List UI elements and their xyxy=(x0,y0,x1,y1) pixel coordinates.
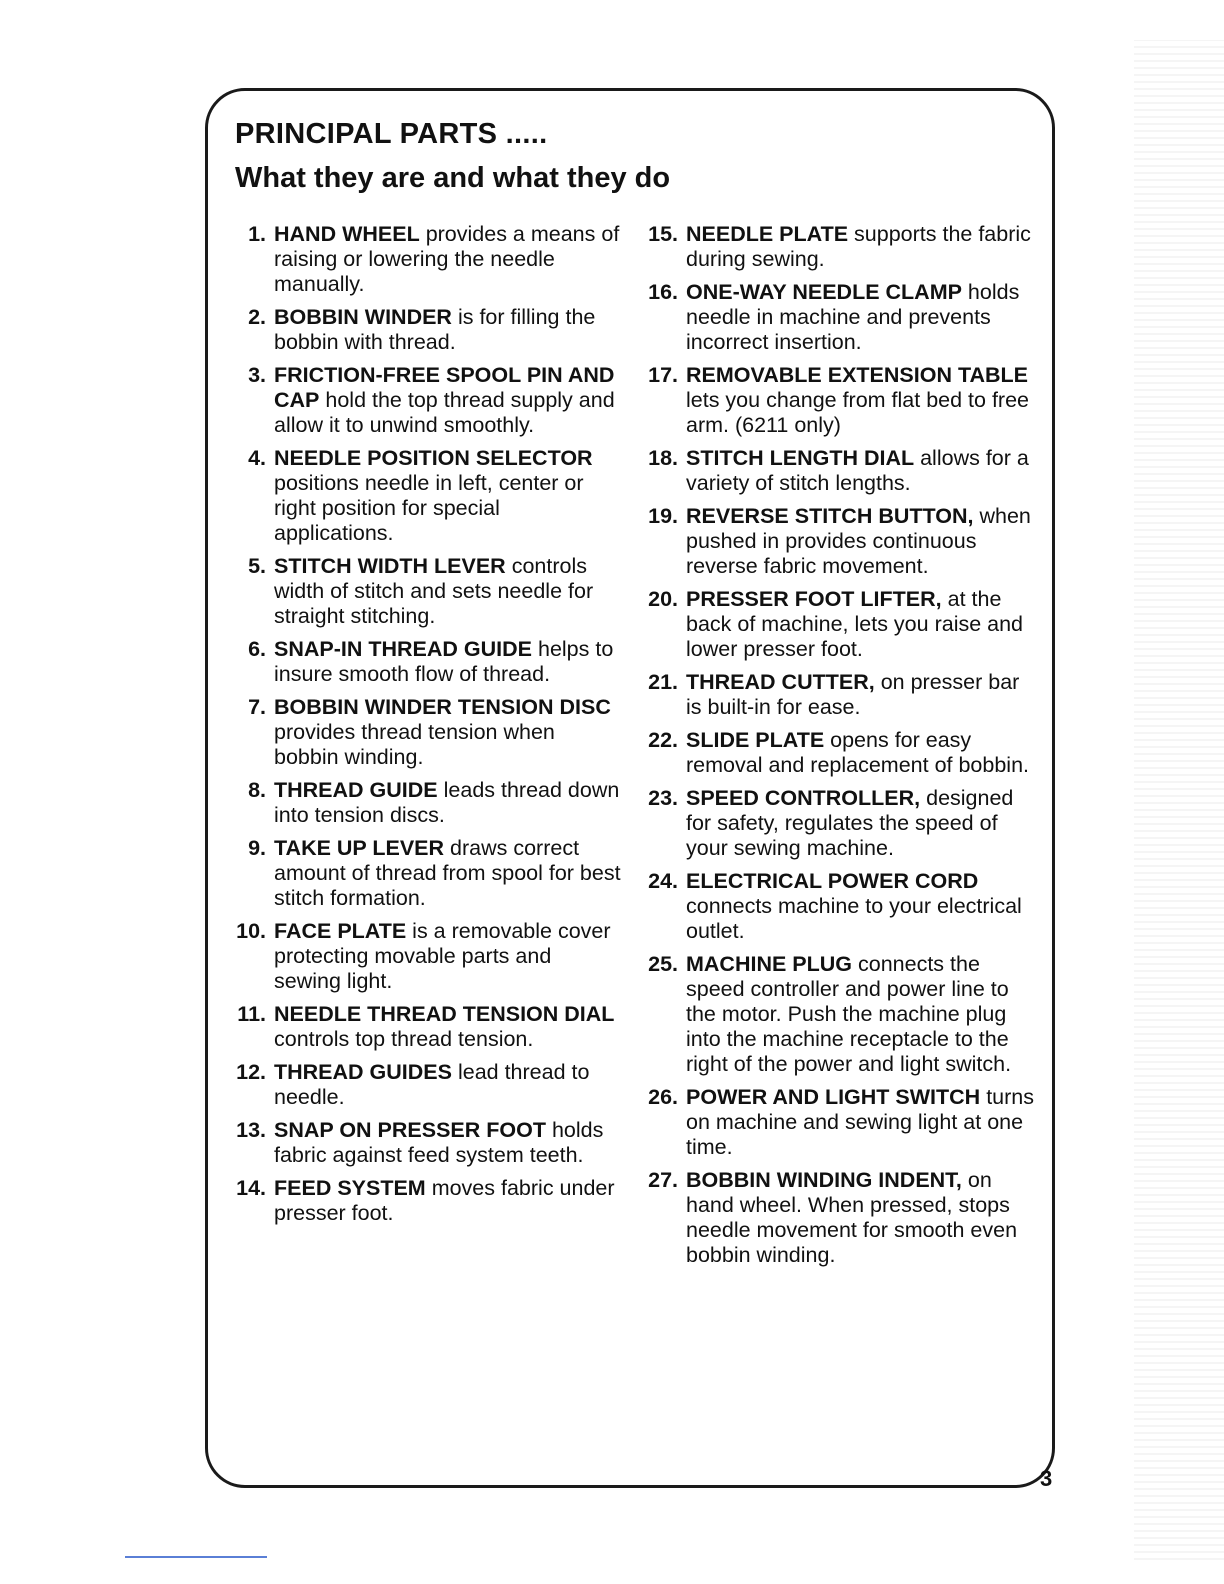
part-name: SNAP-IN THREAD GUIDE xyxy=(274,637,533,661)
part-name: BOBBIN WINDER xyxy=(274,305,452,329)
part-name: MACHINE PLUG xyxy=(686,952,853,976)
parts-list-item xyxy=(228,1118,623,1168)
page-title: PRINCIPAL PARTS ..... xyxy=(235,118,548,150)
part-name: BOBBIN WINDER TENSION DISC xyxy=(274,695,611,719)
part-name: PRESSER FOOT LIFTER, xyxy=(686,587,942,611)
part-name: TAKE UP LEVER xyxy=(274,836,445,860)
parts-list-item xyxy=(228,1176,623,1226)
part-description: leads thread down into tension discs. xyxy=(274,778,620,827)
part-name: FEED SYSTEM xyxy=(274,1176,426,1200)
part-description: on hand wheel. When pressed, stops needle movement for smooth even bobbin winding. xyxy=(686,1168,1018,1267)
parts-list-item xyxy=(640,504,1035,579)
item-number: 7. xyxy=(248,695,266,719)
item-number: 27. xyxy=(648,1168,678,1192)
part-name: NEEDLE THREAD TENSION DIAL xyxy=(274,1002,615,1026)
part-description: moves fabric under presser foot. xyxy=(274,1176,615,1225)
parts-list-item xyxy=(228,637,623,687)
parts-list-item xyxy=(640,670,1035,720)
part-name: POWER AND LIGHT SWITCH xyxy=(686,1085,981,1109)
item-number: 4. xyxy=(248,446,266,470)
parts-list-item xyxy=(640,363,1035,438)
part-name: FACE PLATE xyxy=(274,919,407,943)
footer-rule xyxy=(125,1556,267,1558)
item-number: 26. xyxy=(648,1085,678,1109)
part-description: lets you change from flat bed to free arm. (6211 only) xyxy=(686,388,1030,437)
parts-list-item xyxy=(640,587,1035,662)
item-number: 2. xyxy=(248,305,266,329)
part-description: holds fabric against feed system teeth. xyxy=(274,1118,604,1167)
part-name: ONE-WAY NEEDLE CLAMP xyxy=(686,280,962,304)
item-number: 5. xyxy=(248,554,266,578)
part-name: REMOVABLE EXTENSION TABLE xyxy=(686,363,1029,387)
part-name: SLIDE PLATE xyxy=(686,728,825,752)
part-description: positions needle in left, center or right position for special applications. xyxy=(274,471,584,545)
item-number: 20. xyxy=(648,587,678,611)
part-description: hold the top thread supply and allow it to unwind smoothly. xyxy=(274,388,615,437)
part-description: on presser bar is built-in for ease. xyxy=(686,670,1020,719)
item-number: 13. xyxy=(236,1118,266,1142)
part-description: draws correct amount of thread from spool for best stitch formation. xyxy=(274,836,621,910)
parts-list-item xyxy=(228,305,623,355)
scan-edge-texture xyxy=(1134,40,1224,1560)
parts-list-item xyxy=(640,222,1035,272)
part-description: helps to insure smooth flow of thread. xyxy=(274,637,614,686)
parts-list-item xyxy=(228,363,623,438)
parts-list-right-column xyxy=(640,222,1035,1276)
parts-list-item xyxy=(640,869,1035,944)
page-number: 3 xyxy=(1040,1466,1053,1491)
part-description: controls top thread tension. xyxy=(274,1027,534,1051)
parts-list-item xyxy=(640,786,1035,861)
item-number: 18. xyxy=(648,446,678,470)
part-description: is for filling the bobbin with thread. xyxy=(274,305,596,354)
part-name: NEEDLE POSITION SELECTOR xyxy=(274,446,593,470)
part-name: THREAD GUIDE xyxy=(274,778,438,802)
parts-list-item xyxy=(640,952,1035,1077)
part-description: designed for safety, regulates the speed of your sewing machine. xyxy=(686,786,1014,860)
part-name: STITCH WIDTH LEVER xyxy=(274,554,506,578)
part-name: REVERSE STITCH BUTTON, xyxy=(686,504,974,528)
page-subtitle: What they are and what they do xyxy=(235,162,671,194)
part-name: HAND WHEEL xyxy=(274,222,420,246)
item-number: 17. xyxy=(648,363,678,387)
parts-list-item xyxy=(640,1085,1035,1160)
parts-list-item xyxy=(228,919,623,994)
parts-list-item xyxy=(640,1168,1035,1268)
part-description: lead thread to needle. xyxy=(274,1060,590,1109)
part-name: THREAD GUIDES xyxy=(274,1060,452,1084)
parts-list-item xyxy=(228,778,623,828)
part-description: at the back of machine, lets you raise and lower presser foot. xyxy=(686,587,1024,661)
item-number: 16. xyxy=(648,280,678,304)
parts-list-item xyxy=(640,728,1035,778)
part-description: connects the speed controller and power line to the motor. Push the machine plug into the machine receptacle to the right of the power and light switch. xyxy=(686,952,1012,1076)
part-name: STITCH LENGTH DIAL xyxy=(686,446,915,470)
part-description: turns on machine and sewing light at one time. xyxy=(686,1085,1034,1159)
part-description: provides a means of raising or lowering the needle manually. xyxy=(274,222,620,296)
item-number: 12. xyxy=(236,1060,266,1084)
item-number: 15. xyxy=(648,222,678,246)
part-name: ELECTRICAL POWER CORD xyxy=(686,869,979,893)
part-description: when pushed in provides continuous reverse fabric movement. xyxy=(686,504,1031,578)
part-name: SPEED CONTROLLER, xyxy=(686,786,921,810)
part-name: THREAD CUTTER, xyxy=(686,670,875,694)
part-name: NEEDLE PLATE xyxy=(686,222,849,246)
parts-list-item xyxy=(228,222,623,297)
parts-list-item xyxy=(228,695,623,770)
item-number: 22. xyxy=(648,728,678,752)
item-number: 10. xyxy=(236,919,266,943)
part-name: SNAP ON PRESSER FOOT xyxy=(274,1118,546,1142)
parts-list-item xyxy=(228,1002,623,1052)
part-description: provides thread tension when bobbin winding. xyxy=(274,720,555,769)
item-number: 11. xyxy=(237,1002,266,1026)
parts-list-item xyxy=(228,446,623,546)
part-description: allows for a variety of stitch lengths. xyxy=(686,446,1029,495)
part-description: controls width of stitch and sets needle for straight stitching. xyxy=(274,554,594,628)
item-number: 8. xyxy=(248,778,266,802)
item-number: 21. xyxy=(648,670,678,694)
part-description: connects machine to your electrical outlet. xyxy=(686,894,1022,943)
parts-list-item xyxy=(228,1060,623,1110)
parts-list-left-column xyxy=(228,222,623,1234)
item-number: 25. xyxy=(648,952,678,976)
parts-list-item xyxy=(228,554,623,629)
part-name: BOBBIN WINDING INDENT, xyxy=(686,1168,962,1192)
item-number: 24. xyxy=(648,869,678,893)
part-description: opens for easy removal and replacement of bobbin. xyxy=(686,728,1030,777)
part-description: is a removable cover protecting movable parts and sewing light. xyxy=(274,919,611,993)
item-number: 19. xyxy=(648,504,678,528)
item-number: 3. xyxy=(248,363,266,387)
parts-list-item xyxy=(640,280,1035,355)
parts-list-item xyxy=(228,836,623,911)
parts-list-item xyxy=(640,446,1035,496)
part-description: holds needle in machine and prevents incorrect insertion. xyxy=(686,280,1020,354)
item-number: 1. xyxy=(248,222,266,246)
part-description: supports the fabric during sewing. xyxy=(686,222,1031,271)
item-number: 6. xyxy=(248,637,266,661)
item-number: 23. xyxy=(648,786,678,810)
item-number: 9. xyxy=(248,836,266,860)
item-number: 14. xyxy=(236,1176,266,1200)
part-name: FRICTION-FREE SPOOL PIN AND CAP xyxy=(274,363,615,412)
